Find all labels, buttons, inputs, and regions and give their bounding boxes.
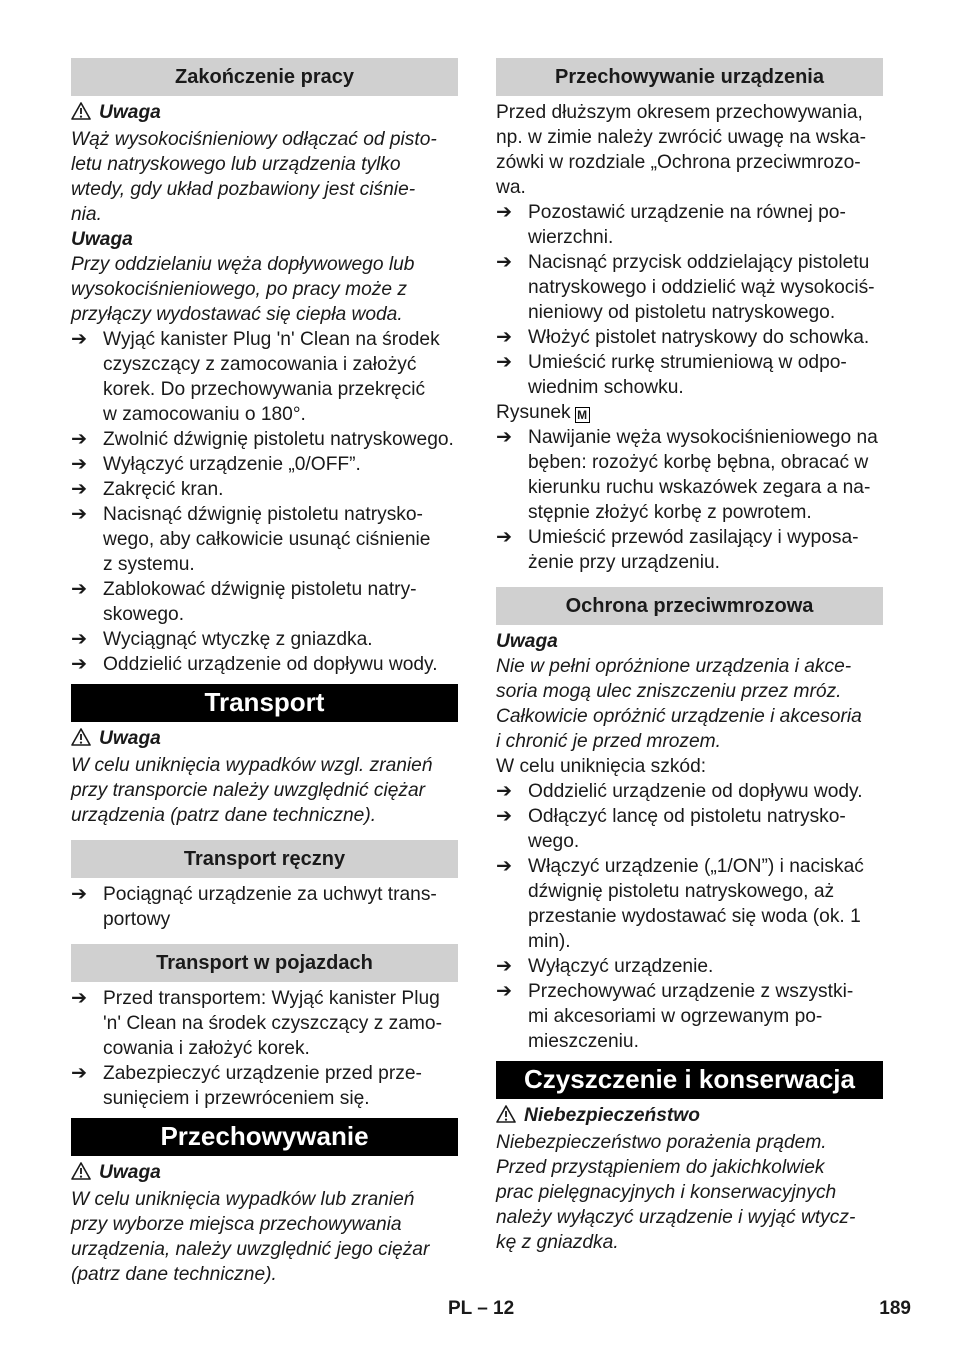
warning-heading — [71, 726, 458, 753]
step-text — [103, 452, 458, 477]
chapter-transport-heading: Transport — [71, 684, 458, 722]
step-text — [103, 327, 458, 427]
note-text: przyłączy wydostawać się ciepła woda. — [71, 304, 403, 325]
note-text: Przy oddzielaniu węża dopływowego lub — [71, 254, 415, 275]
arrow-right-icon: ➔ — [71, 329, 88, 350]
step-line: natryskowego i oddzielić wąż wysokociś- — [528, 277, 875, 298]
step-item — [496, 954, 883, 979]
step-line: mieszczeniu. — [528, 1031, 639, 1052]
step-line: Przed transportem: Wyjąć kanister Plug — [103, 988, 440, 1009]
step-line: w zamocowaniu o 180°. — [103, 404, 306, 425]
warning-text: wtedy, gdy układ pozbawiony jest ciśnie- — [71, 179, 416, 200]
arrow-right-icon: ➔ — [496, 427, 513, 448]
step-line: Odłączyć lancę od pistoletu natrysko- — [528, 806, 846, 827]
note-text: wysokociśnieniowego, po pracy może z — [71, 279, 407, 300]
note-text: Całkowicie opróżnić urządzenie i akcesoria — [496, 706, 862, 727]
step-text — [103, 986, 458, 1061]
warning-triangle-icon — [71, 1162, 91, 1187]
step-item — [496, 779, 883, 804]
section-vehicle-transport-heading: Transport w pojazdach — [71, 944, 458, 982]
step-text — [528, 425, 883, 525]
note-text: soria mogą ulec zniszczeniu przez mróz. — [496, 681, 842, 702]
footer-section-code: PL – 12 — [448, 1298, 515, 1319]
step-line: kierunku ruchu wskazówek zegara a na- — [528, 477, 871, 498]
note-heading — [71, 227, 458, 252]
step-line: żenie przy urządzeniu. — [528, 552, 720, 573]
step-text — [528, 200, 883, 250]
step-line: Zwolnić dźwignię pistoletu natryskowego. — [103, 429, 454, 450]
warning-text: przy transporcie należy uwzględnić ciężar — [71, 780, 426, 801]
step-item — [496, 854, 883, 954]
step-text — [528, 350, 883, 400]
step-item — [71, 452, 458, 477]
step-line: Wyłączyć urządzenie „0/OFF”. — [103, 454, 361, 475]
step-line: min). — [528, 931, 571, 952]
step-text — [103, 1061, 458, 1111]
warning-text: W celu uniknięcia wypadków lub zranień — [71, 1189, 415, 1210]
step-line: Nacisnąć dźwignię pistoletu natrysko- — [103, 504, 423, 525]
step-line: Włożyć pistolet natryskowy do schowka. — [528, 327, 870, 348]
step-text — [528, 525, 883, 575]
step-text — [103, 627, 458, 652]
warning-triangle-icon — [71, 728, 91, 753]
warning-triangle-icon — [71, 102, 91, 127]
step-item — [71, 477, 458, 502]
danger-heading — [496, 1103, 883, 1130]
chapter-storage-heading: Przechowywanie — [71, 1118, 458, 1156]
step-line: dźwignię pistoletu natryskowego, aż — [528, 881, 835, 902]
arrow-right-icon: ➔ — [71, 654, 88, 675]
step-item — [496, 804, 883, 854]
arrow-right-icon: ➔ — [71, 504, 88, 525]
note-text: Nie w pełni opróżnione urządzenia i akce- — [496, 656, 852, 677]
arrow-right-icon: ➔ — [496, 806, 513, 827]
note-label: Niebezpieczeństwo — [524, 1105, 700, 1126]
step-line: Włączyć urządzenie („1/ON”) i naciskać — [528, 856, 864, 877]
step-text — [528, 250, 883, 325]
right-column — [496, 58, 883, 1255]
danger-text: Przed przystąpieniem do jakichkolwiek — [496, 1157, 825, 1178]
step-text — [528, 854, 883, 954]
step-line: czyszczący z zamocowania i założyć — [103, 354, 417, 375]
step-line: Zabezpieczyć urządzenie przed prze- — [103, 1063, 422, 1084]
warning-heading — [71, 1160, 458, 1187]
step-item — [71, 652, 458, 677]
danger-text: prac pielęgnacyjnych i konserwacyjnych — [496, 1182, 837, 1203]
figure-reference — [496, 400, 883, 425]
arrow-right-icon: ➔ — [496, 202, 513, 223]
step-line: Pozostawić urządzenie na równej po- — [528, 202, 846, 223]
danger-text: Niebezpieczeństwo porażenia prądem. — [496, 1132, 827, 1153]
arrow-right-icon: ➔ — [496, 856, 513, 877]
note-label: Uwaga — [496, 631, 558, 652]
figure-label: Rysunek — [496, 402, 571, 423]
body-text: np. w zimie należy zwrócić uwagę na wska- — [496, 127, 867, 148]
note-label: Uwaga — [99, 102, 161, 123]
danger-text: należy wyłączyć urządzenie i wyjąć wtycz- — [496, 1207, 856, 1228]
figure-ref-box: M — [575, 407, 590, 423]
arrow-right-icon: ➔ — [71, 629, 88, 650]
warning-text: (patrz dane techniczne). — [71, 1264, 277, 1285]
step-line: Umieścić rurkę strumieniową w odpo- — [528, 352, 847, 373]
step-line: Przechowywać urządzenie z wszystki- — [528, 981, 854, 1002]
step-text — [528, 954, 883, 979]
step-line: portowy — [103, 909, 171, 930]
step-item — [496, 425, 883, 525]
body-text: Przed dłuższym okresem przechowywania, — [496, 102, 863, 123]
step-line: Pociągnąć urządzenie za uchwyt trans- — [103, 884, 437, 905]
body-text: W celu uniknięcia szkód: — [496, 756, 707, 777]
step-line: bęben: rozożyć korbę bębna, obracać w — [528, 452, 869, 473]
note-label: Uwaga — [99, 1162, 161, 1183]
step-line: korek. Do przechowywania przekręcić — [103, 379, 426, 400]
warning-text: nia. — [71, 204, 102, 225]
arrow-right-icon: ➔ — [71, 479, 88, 500]
step-line: wego, aby całkowicie usunąć ciśnienie — [103, 529, 431, 550]
step-item — [496, 250, 883, 325]
arrow-right-icon: ➔ — [71, 884, 88, 905]
step-item — [496, 525, 883, 575]
step-line: Oddzielić urządzenie od dopływu wody. — [103, 654, 438, 675]
section-frost-protection-heading: Ochrona przeciwmrozowa — [496, 587, 883, 625]
step-line: skowego. — [103, 604, 185, 625]
step-line: wierzchni. — [528, 227, 614, 248]
arrow-right-icon: ➔ — [71, 579, 88, 600]
step-line: sunięciem i przewróceniem się. — [103, 1088, 370, 1109]
step-text — [103, 477, 458, 502]
step-line: Zakręcić kran. — [103, 479, 224, 500]
page-number: 189 — [879, 1298, 911, 1319]
step-item — [71, 882, 458, 932]
arrow-right-icon: ➔ — [496, 956, 513, 977]
step-line: Wyjąć kanister Plug 'n' Clean na środek — [103, 329, 440, 350]
arrow-right-icon: ➔ — [496, 252, 513, 273]
step-line: Zablokować dźwignię pistoletu natry- — [103, 579, 417, 600]
step-item — [71, 986, 458, 1061]
arrow-right-icon: ➔ — [496, 527, 513, 548]
step-text — [528, 804, 883, 854]
step-line: z systemu. — [103, 554, 195, 575]
step-item — [71, 327, 458, 427]
step-item — [71, 627, 458, 652]
warning-text: przy wyborze miejsca przechowywania — [71, 1214, 402, 1235]
step-text — [103, 652, 458, 677]
step-line: 'n' Clean na środek czyszczący z zamo- — [103, 1013, 442, 1034]
arrow-right-icon: ➔ — [71, 1063, 88, 1084]
body-text: wa. — [496, 177, 526, 198]
left-column — [71, 58, 458, 1287]
warning-heading — [71, 100, 458, 127]
section-manual-transport-heading: Transport ręczny — [71, 840, 458, 878]
step-item — [71, 1061, 458, 1111]
arrow-right-icon: ➔ — [496, 981, 513, 1002]
step-item — [71, 577, 458, 627]
warning-text: Wąż wysokociśnieniowy odłączać od pisto- — [71, 129, 437, 150]
step-text — [103, 577, 458, 627]
arrow-right-icon: ➔ — [496, 781, 513, 802]
step-line: Wyciągnąć wtyczkę z gniazdka. — [103, 629, 373, 650]
step-text — [103, 427, 458, 452]
step-item — [71, 427, 458, 452]
arrow-right-icon: ➔ — [496, 327, 513, 348]
step-line: Oddzielić urządzenie od dopływu wody. — [528, 781, 863, 802]
arrow-right-icon: ➔ — [496, 352, 513, 373]
warning-text: urządzenia (patrz dane techniczne). — [71, 805, 377, 826]
step-line: przestanie wydostawać się woda (ok. 1 — [528, 906, 861, 927]
warning-text: W celu uniknięcia wypadków wzgl. zranień — [71, 755, 433, 776]
warning-text: letu natryskowego lub urządzenia tylko — [71, 154, 401, 175]
danger-text: kę z gniazdka. — [496, 1232, 619, 1253]
step-item — [496, 200, 883, 250]
step-text — [528, 779, 883, 804]
body-text: zówki w rozdziale „Ochrona przeciwmrozo- — [496, 152, 861, 173]
warning-text: urządzenia, należy uwzględnić jego ciężar — [71, 1239, 430, 1260]
note-label: Uwaga — [99, 728, 161, 749]
note-label: Uwaga — [71, 229, 133, 250]
arrow-right-icon: ➔ — [71, 988, 88, 1009]
arrow-right-icon: ➔ — [71, 429, 88, 450]
note-heading — [496, 629, 883, 654]
note-text: i chronić je przed mrozem. — [496, 731, 721, 752]
step-text — [103, 502, 458, 577]
step-line: Nacisnąć przycisk oddzielający pistoletu — [528, 252, 870, 273]
step-line: mi akcesoriami w ogrzewanym po- — [528, 1006, 823, 1027]
step-item — [496, 979, 883, 1054]
section-end-work-heading: Zakończenie pracy — [71, 58, 458, 96]
arrow-right-icon: ➔ — [71, 454, 88, 475]
step-text — [103, 882, 458, 932]
step-line: Nawijanie węża wysokociśnieniowego na — [528, 427, 878, 448]
step-text — [528, 325, 883, 350]
step-line: wego. — [528, 831, 580, 852]
step-line: wiednim schowku. — [528, 377, 684, 398]
chapter-cleaning-heading: Czyszczenie i konserwacja — [496, 1061, 883, 1099]
step-item — [71, 502, 458, 577]
step-line: nieniowy od pistoletu natryskowego. — [528, 302, 836, 323]
step-line: Wyłączyć urządzenie. — [528, 956, 714, 977]
section-device-storage-heading: Przechowywanie urządzenia — [496, 58, 883, 96]
step-line: Umieścić przewód zasilający i wyposa- — [528, 527, 859, 548]
warning-triangle-icon — [496, 1105, 516, 1130]
step-item — [496, 325, 883, 350]
step-line: cowania i założyć korek. — [103, 1038, 310, 1059]
step-text — [528, 979, 883, 1054]
step-item — [496, 350, 883, 400]
step-line: stępnie złożyć korbę z powrotem. — [528, 502, 812, 523]
